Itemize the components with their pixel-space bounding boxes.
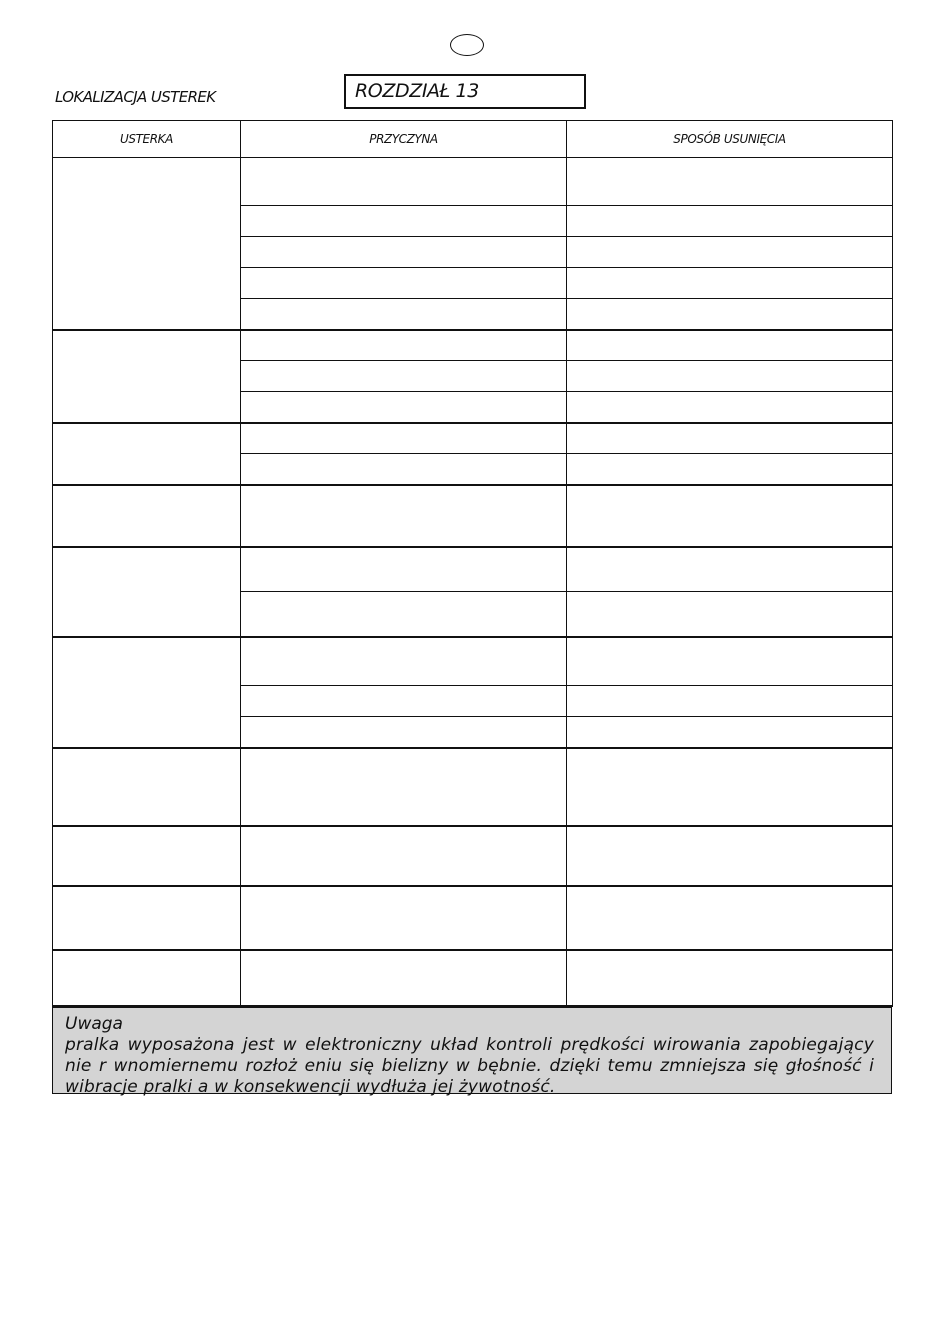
cause-cell [241,950,567,1006]
note-box [52,1006,892,1097]
cause-cell [241,826,567,886]
cause-cell [241,237,567,268]
fault-cell [53,637,241,748]
remedy-cell [567,392,893,423]
remedy-cell [567,423,893,454]
table-header-row [53,121,893,158]
table-row [53,637,893,686]
cause-cell [241,423,567,454]
remedy-cell [567,748,893,826]
cause-cell [241,886,567,950]
cause-cell [241,454,567,485]
table-row [53,547,893,592]
remedy-cell [567,268,893,299]
troubleshooting-table [52,120,893,1007]
remedy-cell [567,330,893,361]
cause-cell [241,158,567,206]
remedy-cell [567,717,893,748]
cause-cell [241,748,567,826]
cause-cell [241,592,567,637]
cause-cell [241,206,567,237]
table-row [53,158,893,206]
cause-cell [241,361,567,392]
header-cause: PRZYCZYNA [241,121,567,158]
remedy-cell [567,686,893,717]
table-row [53,950,893,1006]
remedy-cell [567,637,893,686]
page-number-oval [450,34,484,56]
remedy-cell [567,206,893,237]
remedy-cell [567,237,893,268]
cause-cell [241,637,567,686]
remedy-cell [567,158,893,206]
fault-cell [53,547,241,637]
remedy-cell [567,826,893,886]
table-row [53,826,893,886]
table-row [53,886,893,950]
cause-cell [241,717,567,748]
cause-cell [241,485,567,547]
remedy-cell [567,547,893,592]
fault-cell [53,886,241,950]
table-body [53,158,893,1006]
note-title: Uwaga [65,1014,123,1034]
remedy-cell [567,886,893,950]
cause-cell [241,299,567,330]
remedy-cell [567,454,893,485]
table-row [53,748,893,826]
fault-cell [53,330,241,423]
table-row [53,485,893,547]
cause-cell [241,547,567,592]
remedy-cell [567,950,893,1006]
cause-cell [241,268,567,299]
remedy-cell [567,485,893,547]
fault-cell [53,423,241,485]
chapter-label: ROZDZIAŁ 13 [344,74,586,109]
header-fault: USTERKA [53,121,241,158]
fault-cell [53,950,241,1006]
section-heading: LOKALIZACJA USTEREK [55,88,216,106]
cause-cell [241,330,567,361]
fault-cell [53,748,241,826]
note-text: pralka wyposażona jest w elektroniczny układ kontroli prędkości wirowania zapobiegający nie r wnomiernemu rozłoż eniu się bielizny w bębnie. dzięki temu zmniejsza się głośność i wibracje pralki a w konsekwencji wydłuża jej żywotność. [65,1035,874,1097]
cause-cell [241,392,567,423]
table-row [53,330,893,361]
cause-cell [241,686,567,717]
table-row [53,423,893,454]
fault-cell [53,485,241,547]
fault-cell [53,158,241,330]
remedy-cell [567,299,893,330]
fault-cell [53,826,241,886]
remedy-cell [567,361,893,392]
remedy-cell [567,592,893,637]
header-remedy: SPOSÓB USUNIĘCIA [567,121,893,158]
